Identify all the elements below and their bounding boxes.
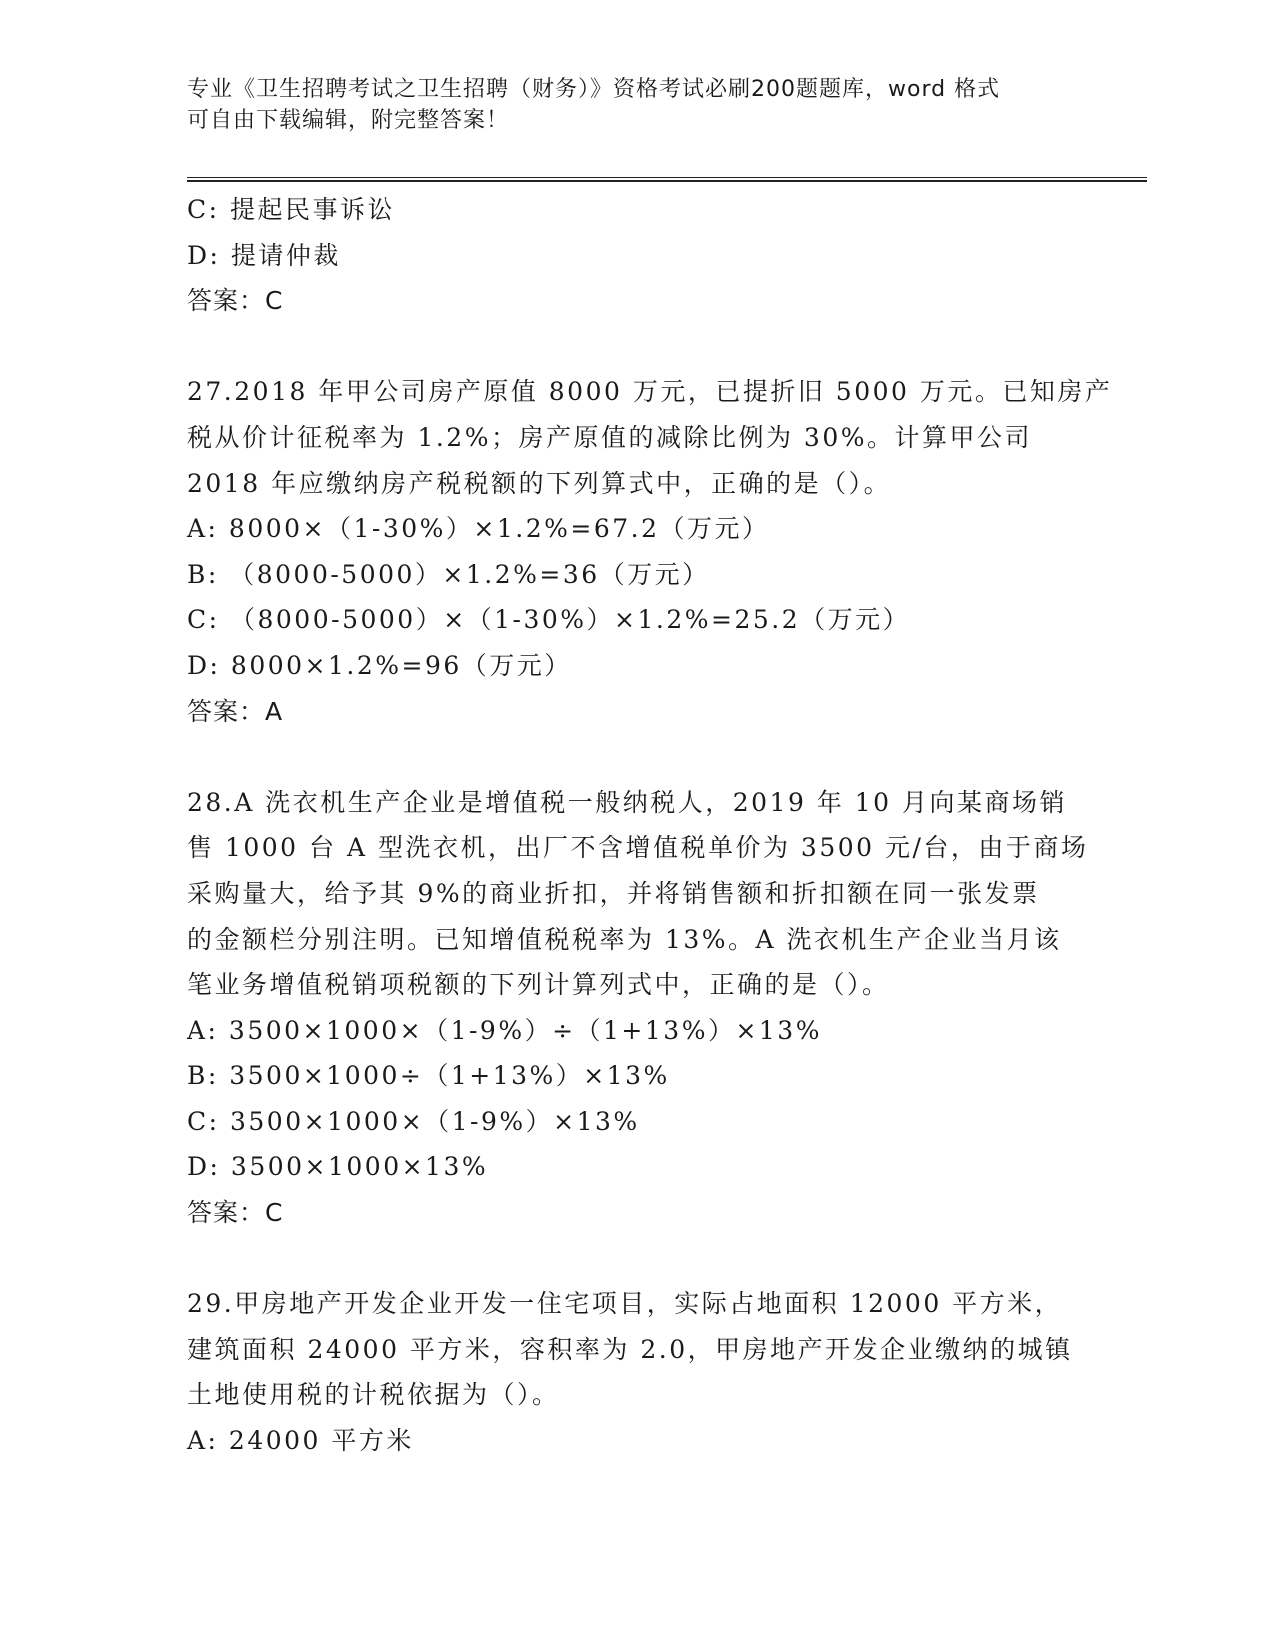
option-b: B: （8000-5000）×1.2%=36（万元） bbox=[187, 559, 710, 589]
question-stem-line: 税从价计征税率为 1.2%；房产原值的减除比例为 30%。计算甲公司 bbox=[187, 422, 1032, 452]
option-d: D: 3500×1000×13% bbox=[187, 1152, 489, 1182]
answer-line: 答案：C bbox=[187, 286, 284, 316]
option-c: C: （8000-5000）×（1-30%）×1.2%=25.2（万元） bbox=[187, 605, 911, 635]
question-28 bbox=[187, 780, 1087, 1236]
answer-line: 答案：A bbox=[187, 696, 284, 726]
question-stem-line: 笔业务增值税销项税额的下列计算列式中，正确的是（）。 bbox=[187, 970, 890, 1000]
option-b: B: 3500×1000÷（1+13%）×13% bbox=[187, 1061, 670, 1091]
question-stem-line: 售 1000 台 A 型洗衣机，出厂不含增值税单价为 3500 元/台，由于商场 bbox=[187, 833, 1089, 863]
page-header bbox=[187, 74, 1067, 136]
question-stem-line: 土地使用税的计税依据为（）。 bbox=[187, 1380, 560, 1410]
option-a: A: 24000 平方米 bbox=[187, 1426, 414, 1456]
spacer bbox=[187, 1236, 1087, 1282]
question-29 bbox=[187, 1281, 1087, 1463]
header-divider bbox=[187, 177, 1147, 182]
question-stem-line: 采购量大，给予其 9%的商业折扣，并将销售额和折扣额在同一张发票 bbox=[187, 878, 1040, 908]
option-a: A: 8000×（1-30%）×1.2%=67.2（万元） bbox=[187, 514, 770, 544]
option-a: A: 3500×1000×（1-9%）÷（1+13%）×13% bbox=[187, 1015, 822, 1045]
previous-question-tail bbox=[187, 187, 1087, 324]
question-content bbox=[187, 187, 1113, 1464]
option-d: D: 8000×1.2%=96（万元） bbox=[187, 650, 572, 680]
spacer bbox=[187, 734, 1087, 780]
header-line-2: 可自由下载编辑，附完整答案！ bbox=[187, 108, 510, 133]
option-c: C: 3500×1000×（1-9%）×13% bbox=[187, 1106, 640, 1136]
question-stem-line: 2018 年应缴纳房产税税额的下列算式中，正确的是（）。 bbox=[187, 468, 892, 498]
answer-line: 答案：C bbox=[187, 1198, 284, 1228]
question-stem-line: 建筑面积 24000 平方米，容积率为 2.0，甲房地产开发企业缴纳的城镇 bbox=[187, 1334, 1073, 1364]
question-stem-line: 28.A 洗衣机生产企业是增值税一般纳税人，2019 年 10 月向某商场销 bbox=[187, 787, 1068, 817]
option-d: D: 提请仲裁 bbox=[187, 240, 341, 270]
header-line-1: 专业《卫生招聘考试之卫生招聘（财务）》资格考试必刷200题题库，word 格式 bbox=[187, 77, 1001, 102]
question-stem-line: 29.甲房地产开发企业开发一住宅项目，实际占地面积 12000 平方米， bbox=[187, 1289, 1063, 1319]
spacer bbox=[187, 324, 1087, 370]
option-c: C: 提起民事诉讼 bbox=[187, 195, 395, 224]
question-stem-line: 的金额栏分别注明。已知增值税税率为 13%。A 洗衣机生产企业当月该 bbox=[187, 924, 1062, 954]
question-27 bbox=[187, 369, 1113, 734]
question-stem-line: 27.2018 年甲公司房产原值 8000 万元，已提折旧 5000 万元。已知房产 bbox=[187, 377, 1113, 407]
